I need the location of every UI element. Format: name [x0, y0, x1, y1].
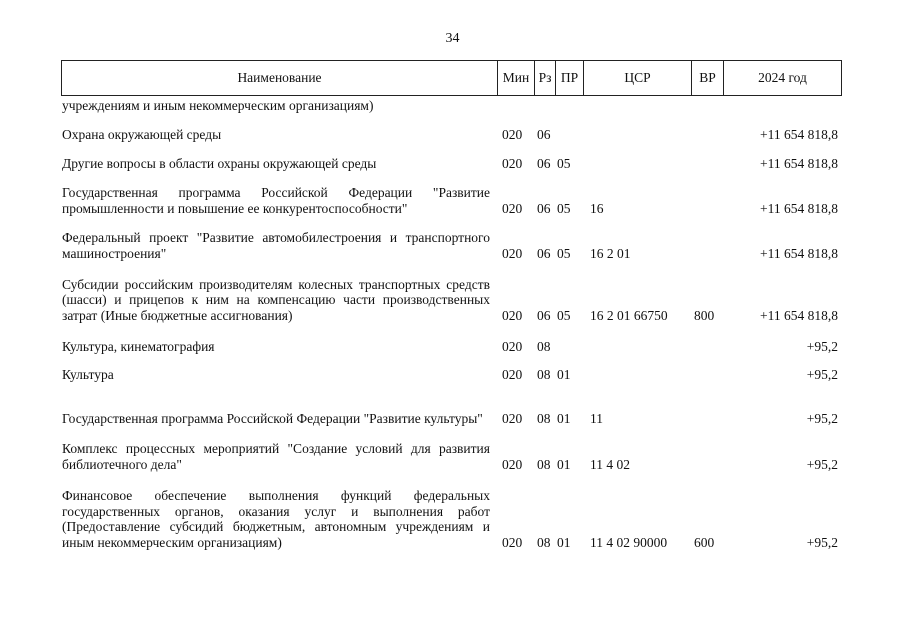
row-name: Финансовое обеспечение выполнения функций федеральных государственных органов, оказания услуг и выполнения работ (Предоставление субсидий бюджетным, автономным учреждениям и иным некоммерческим организациям) [62, 488, 490, 550]
table-row [0, 184, 905, 216]
table-row [0, 275, 905, 323]
row-amount: +95,2 [806, 534, 838, 550]
row-rz: 06 [537, 245, 551, 261]
row-amount: +11 654 818,8 [760, 155, 838, 171]
row-name: Субсидии российским производителям колесных транспортных средств (шасси) и прицепов к ним на компенсацию части производственных затрат (Иные бюджетные ассигнования) [62, 276, 490, 323]
row-rz: 08 [537, 366, 551, 382]
header-rz: Рз [535, 61, 556, 96]
row-min: 020 [502, 410, 523, 426]
row-rz: 08 [537, 410, 551, 426]
header-vr: ВР [692, 61, 724, 96]
row-name: Комплекс процессных мероприятий "Создание условий для развития библиотечного дела" [62, 441, 490, 472]
row-min: 020 [502, 155, 523, 171]
row-name: Культура [62, 366, 114, 382]
row-name: Другие вопросы в области охраны окружающей среды [62, 155, 377, 171]
row-vr: 800 [694, 307, 715, 323]
row-pr: 01 [557, 366, 571, 382]
row-csr: 16 2 01 66750 [590, 307, 668, 323]
row-min: 020 [502, 456, 523, 472]
header-csr: ЦСР [584, 61, 692, 96]
row-rz: 06 [537, 155, 551, 171]
header-min: Мин [498, 61, 535, 96]
row-pr: 01 [557, 456, 571, 472]
row-name: Государственная программа Российской Федерации "Развитие культуры" [62, 410, 483, 426]
row-min: 020 [502, 534, 523, 550]
row-name: учреждениям и иным некоммерческим организациям) [62, 97, 374, 113]
row-amount: +95,2 [806, 366, 838, 382]
header-pr: ПР [556, 61, 584, 96]
row-csr: 16 [590, 200, 604, 216]
row-csr: 11 4 02 90000 [590, 534, 668, 550]
table-row [0, 440, 905, 472]
row-pr: 05 [557, 200, 571, 216]
row-csr: 11 [590, 410, 603, 426]
row-name: Охрана окружающей среды [62, 126, 222, 142]
header-year: 2024 год [724, 61, 842, 96]
row-pr: 05 [557, 245, 571, 261]
row-pr: 01 [557, 410, 571, 426]
row-amount: +11 654 818,8 [760, 307, 838, 323]
table-row [0, 366, 905, 382]
row-min: 020 [502, 307, 523, 323]
row-amount: +11 654 818,8 [760, 245, 838, 261]
row-vr: 600 [694, 534, 715, 550]
row-rz: 06 [537, 307, 551, 323]
table-row [0, 229, 905, 261]
table-row [0, 97, 905, 113]
row-pr: 01 [557, 534, 571, 550]
table-row [0, 126, 905, 142]
header-name: Наименование [62, 61, 498, 96]
table-row [0, 394, 905, 426]
page-number: 34 [445, 31, 460, 46]
row-csr: 16 2 01 [590, 245, 631, 261]
row-amount: +95,2 [806, 410, 838, 426]
row-amount: +95,2 [806, 338, 838, 354]
table-row [0, 486, 905, 550]
row-csr: 11 4 02 [590, 456, 630, 472]
row-name: Культура, кинематография [62, 338, 215, 354]
row-min: 020 [502, 338, 523, 354]
row-amount: +11 654 818,8 [760, 200, 838, 216]
row-rz: 08 [537, 338, 551, 354]
row-min: 020 [502, 126, 523, 142]
row-amount: +11 654 818,8 [760, 126, 838, 142]
table-row [0, 338, 905, 354]
row-min: 020 [502, 200, 523, 216]
row-min: 020 [502, 245, 523, 261]
row-min: 020 [502, 366, 523, 382]
table-row [0, 155, 905, 171]
row-name: Государственная программа Российской Федерации "Развитие промышленности и повышение ее конкурентоспособности" [62, 185, 490, 216]
row-amount: +95,2 [806, 456, 838, 472]
row-rz: 08 [537, 456, 551, 472]
row-rz: 06 [537, 200, 551, 216]
row-pr: 05 [557, 155, 571, 171]
row-pr: 05 [557, 307, 571, 323]
row-rz: 08 [537, 534, 551, 550]
row-rz: 06 [537, 126, 551, 142]
row-name: Федеральный проект "Развитие автомобилестроения и транспортного машиностроения" [62, 230, 490, 261]
